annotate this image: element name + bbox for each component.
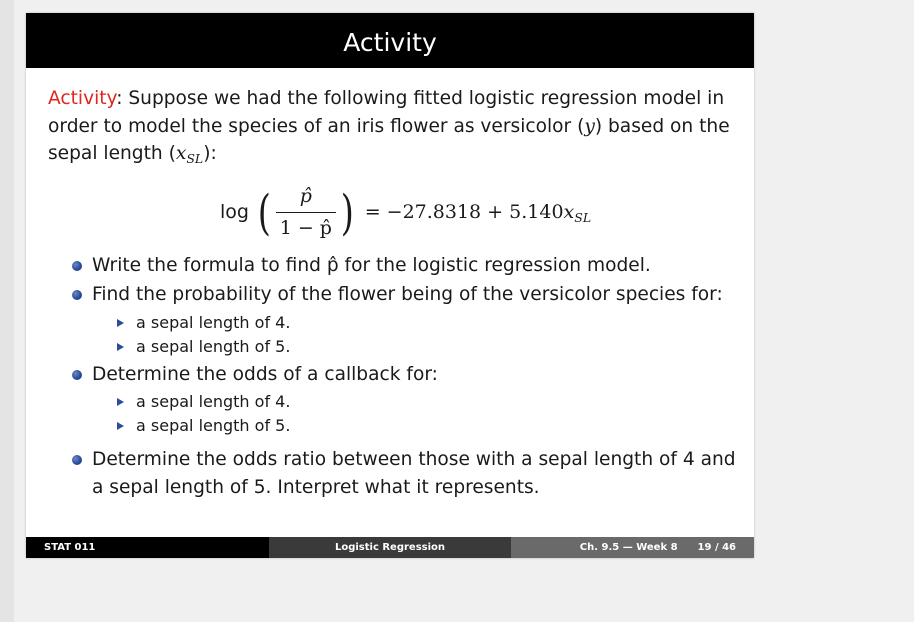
sub-bullets	[92, 390, 738, 438]
footer-page-number: 19 / 46	[697, 542, 736, 553]
sub-bullet-item: a sepal length of 4.	[92, 390, 738, 414]
equation-denominator: 1 − p̂	[276, 212, 336, 243]
equation-rhs-value: = −27.8318 + 5.140	[364, 200, 564, 223]
logistic-equation	[48, 174, 738, 252]
equation-rhs-x-sub: SL	[574, 209, 592, 225]
sub-bullet-item: a sepal length of 5.	[92, 414, 738, 438]
bullet-text: Determine the odds of a callback for:	[92, 363, 438, 385]
viewer-left-margin	[0, 0, 14, 622]
footer-course: STAT 011	[26, 537, 269, 558]
equation-rhs	[365, 199, 591, 227]
sub-bullet-item: a sepal length of 5.	[92, 335, 738, 359]
activity-intro	[48, 85, 738, 168]
bullet-item	[48, 281, 738, 359]
equation-paren-close: )	[340, 184, 354, 241]
intro-x-var: x	[175, 143, 187, 164]
bullet-text: Determine the odds ratio between those with a sepal length of 4 and a sepal length of 5. Interpret what it represents.	[92, 449, 736, 498]
equation-log: log	[220, 200, 249, 223]
equation-numerator: p̂	[299, 184, 312, 207]
bullet-item	[48, 252, 738, 280]
footer-topic: Logistic Regression	[269, 537, 511, 558]
bullet-item	[48, 446, 738, 501]
footer-chapter: Ch. 9.5 — Week 8	[579, 542, 678, 553]
activity-bullets	[48, 252, 738, 502]
bullet-item	[48, 361, 738, 439]
intro-x-subscript: SL	[186, 151, 204, 166]
sub-bullet-item: a sepal length of 4.	[92, 311, 738, 335]
activity-label: Activity	[48, 88, 117, 109]
equation-fraction	[276, 183, 336, 243]
bullet-text: Write the formula to find p̂ for the logistic regression model.	[92, 254, 651, 276]
bullet-text: Find the probability of the flower being of the versicolor species for:	[92, 284, 723, 305]
slide-body	[48, 85, 738, 501]
intro-text-1: : Suppose we had the following fitted logistic regression model in order to model the species of an iris flower as versicolor (	[48, 88, 725, 137]
intro-y-var: y	[584, 115, 595, 137]
slide	[26, 13, 754, 558]
slide-title: Activity	[26, 13, 754, 68]
equation-rhs-x: x	[563, 200, 575, 223]
intro-text-2: ) based on the sepal length (	[48, 115, 730, 164]
slide-footer	[26, 537, 754, 558]
sub-bullets	[92, 311, 738, 359]
footer-right	[511, 537, 754, 558]
equation-paren-open: (	[257, 184, 271, 241]
intro-text-3: ):	[203, 143, 217, 164]
